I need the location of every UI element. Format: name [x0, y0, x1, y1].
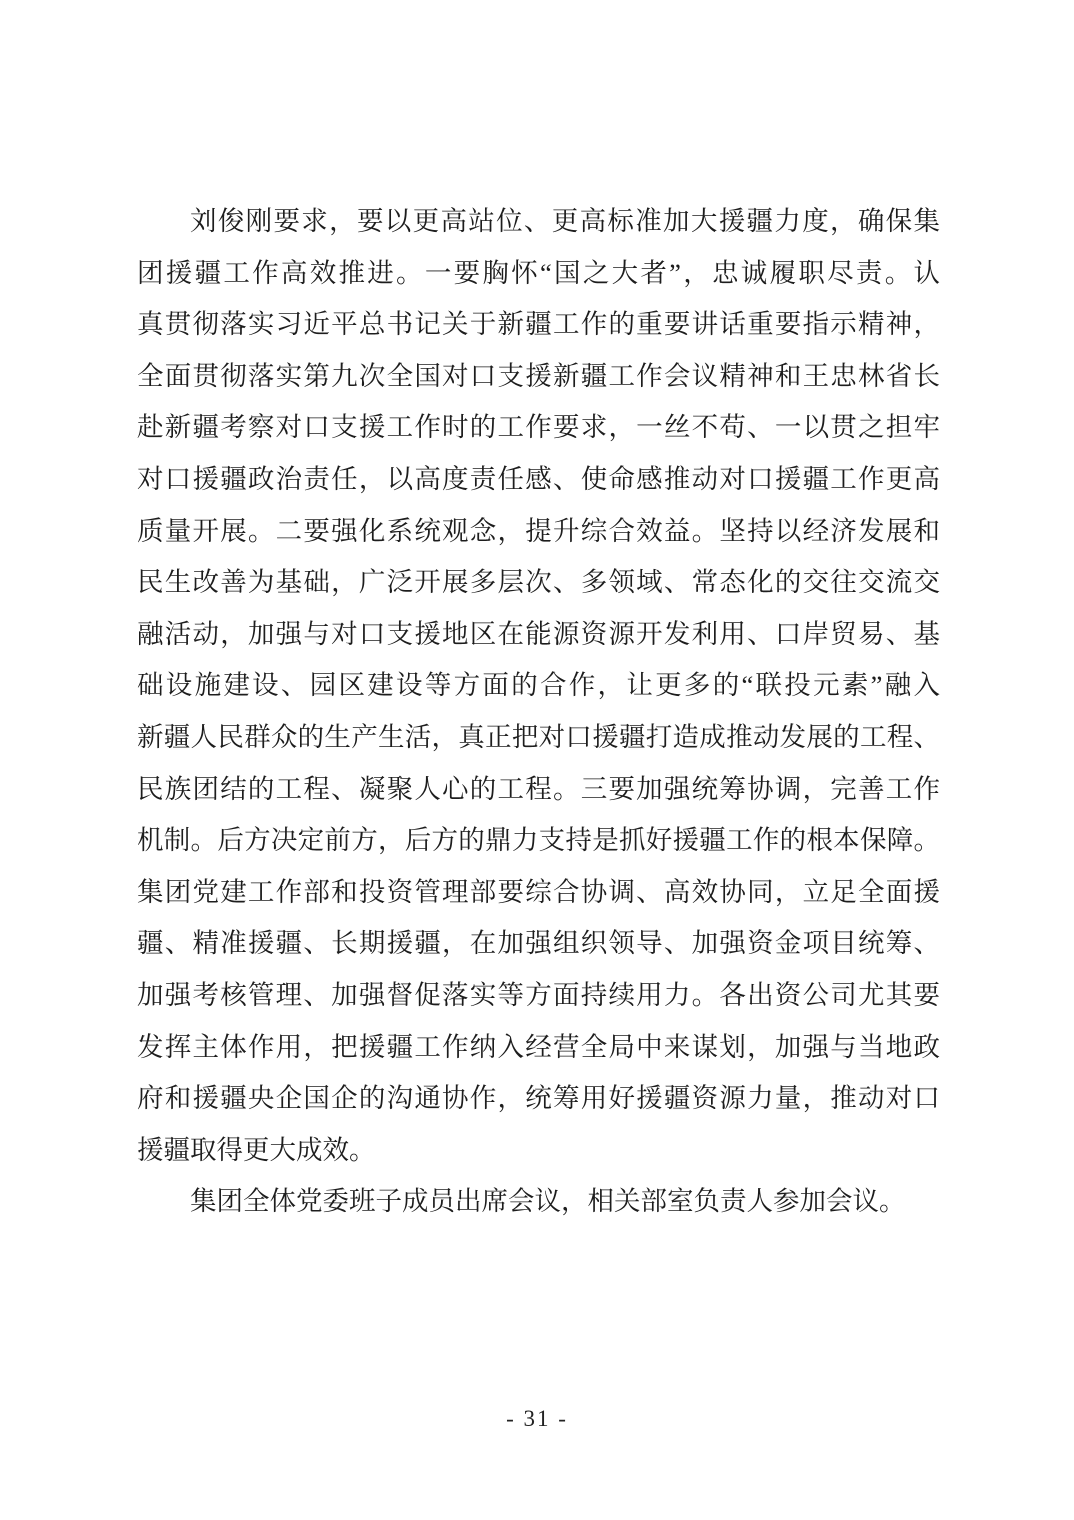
text-line: 融活动，加强与对口支援地区在能源资源开发利用、口岸贸易、基 [137, 618, 940, 649]
text-line: 真贯彻落实习近平总书记关于新疆工作的重要讲话重要指示精神， [137, 309, 940, 340]
text-line: 民生改善为基础，广泛开展多层次、多领域、常态化的交往交流交 [137, 567, 940, 598]
text-line: 援疆取得更大成效。 [137, 1134, 376, 1165]
page-number: - 31 - [506, 1406, 568, 1431]
text-line: 质量开展。二要强化系统观念，提升综合效益。坚持以经济发展和 [137, 515, 940, 546]
text-line: 刘俊刚要求，要以更高站位、更高标准加大援疆力度，确保集 [190, 206, 940, 236]
text-line: 础设施建设、园区建设等方面的合作，让更多的“联投元素”融入 [137, 670, 940, 701]
text-line: 民族团结的工程、凝聚人心的工程。三要加强统筹协调，完善工作 [137, 773, 940, 804]
text-line: 集团全体党委班子成员出席会议，相关部室负责人参加会议。 [190, 1186, 906, 1217]
text-line: 新疆人民群众的生产生活，真正把对口援疆打造成推动发展的工程、 [137, 721, 940, 752]
text-line: 发挥主体作用，把援疆工作纳入经营全局中来谋划，加强与当地政 [137, 1031, 940, 1062]
text-line: 团援疆工作高效推进。一要胸怀“国之大者”，忠诚履职尽责。认 [137, 257, 940, 288]
text-line: 赴新疆考察对口支援工作时的工作要求，一丝不苟、一以贯之担牢 [137, 412, 940, 443]
text-line: 府和援疆央企国企的沟通协作，统筹用好援疆资源力量，推动对口 [137, 1083, 940, 1114]
text-line: 机制。后方决定前方，后方的鼎力支持是抓好援疆工作的根本保障。 [137, 825, 940, 856]
text-line: 加强考核管理、加强督促落实等方面持续用力。各出资公司尤其要 [137, 979, 940, 1010]
text-line: 集团党建工作部和投资管理部要综合协调、高效协同，立足全面援 [137, 876, 940, 907]
text-block [137, 196, 940, 1228]
text-line: 疆、精准援疆、长期援疆，在加强组织领导、加强资金项目统筹、 [137, 928, 940, 959]
text-line: 全面贯彻落实第九次全国对口支援新疆工作会议精神和王忠林省长 [137, 360, 940, 391]
text-line: 对口援疆政治责任，以高度责任感、使命感推动对口援疆工作更高 [137, 463, 940, 494]
